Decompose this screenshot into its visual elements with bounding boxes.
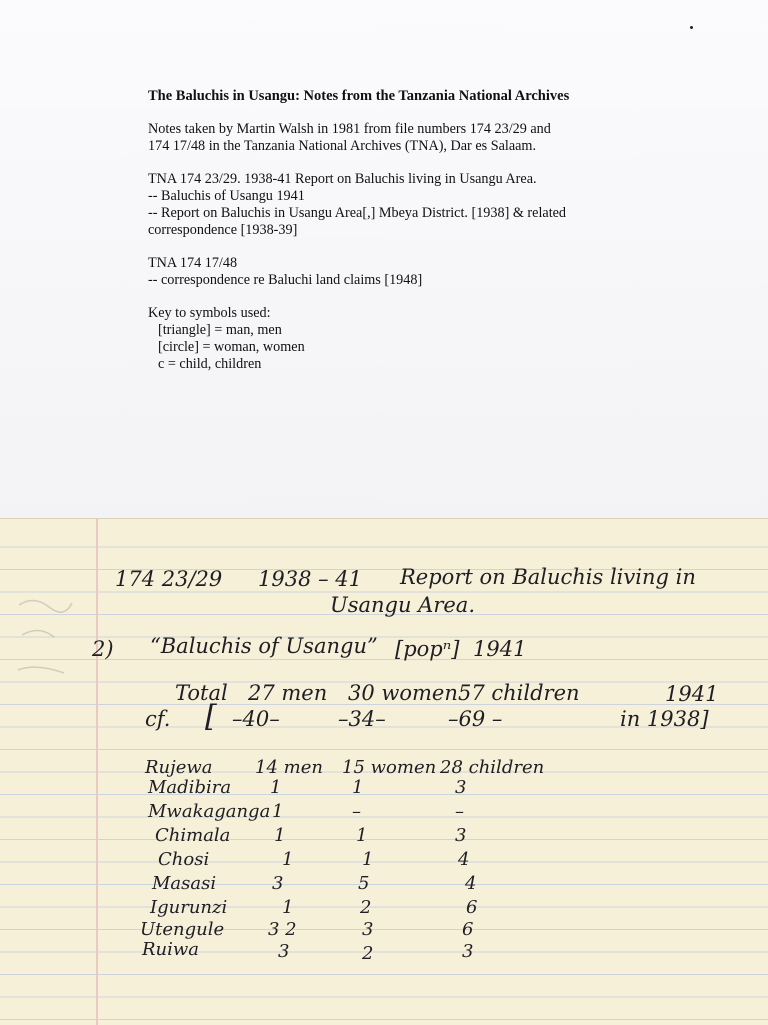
location-children: 3 [462,941,474,962]
location-children: 6 [462,919,474,940]
location-women: 15 women [342,757,437,778]
location-men: 1 [282,849,294,870]
item-number: 2) [92,637,114,661]
location-women: 3 [362,919,374,940]
location-children: 6 [466,897,478,918]
location-men: 3 2 [268,919,297,940]
tna1-line: TNA 174 23/29. 1938-41 Report on Baluchis living in Usangu Area. [148,171,537,187]
key-item: [circle] = woman, women [158,339,305,355]
comparison-men: –40– [232,707,280,731]
location-children: 4 [458,849,470,870]
location-name: Ruiwa [142,939,200,960]
location-women: 1 [362,849,374,870]
location-children: 4 [465,873,477,894]
typed-notes-text [148,88,748,389]
location-women: 1 [356,825,368,846]
tna1-line: -- Report on Baluchis in Usangu Area[,] Mbeya District. [1938] & related [148,205,567,221]
location-women: – [352,801,361,822]
location-name: Utengule [140,919,225,940]
comparison-bracket: [ [205,699,217,734]
key-heading: Key to symbols used: [148,305,271,321]
location-name: Chosi [158,849,210,870]
file-years: 1938 – 41 [258,567,363,591]
location-name: Chimala [155,825,231,846]
key-item: [triangle] = man, men [158,322,282,338]
location-children: – [455,801,464,822]
notebook-margin-line [96,519,98,1025]
tna2-line: TNA 174 17/48 [148,255,238,271]
symbol-key [148,305,748,373]
comparison-year: in 1938] [620,707,709,731]
document-title: The Baluchis in Usangu: Notes from the Tanzania National Archives [148,88,570,104]
location-women: 2 [360,897,372,918]
tna1-line: correspondence [1938-39] [148,222,298,238]
location-men: 1 [282,897,294,918]
location-men: 3 [278,941,290,962]
location-men: 1 [272,801,284,822]
item-year: 1941 [473,637,527,661]
tna-17-48-paragraph [148,255,748,289]
location-children: 3 [455,825,467,846]
tna-23-29-paragraph [148,171,748,239]
location-men: 3 [272,873,284,894]
total-women: 30 women [348,681,458,705]
ink-speck [690,26,693,29]
intro-paragraph [148,121,748,155]
file-number: 174 23/29 [115,567,223,591]
margin-scribble-graphic [14,575,74,695]
location-women: 2 [362,943,374,964]
location-name: Rujewa [145,757,213,778]
location-name: Igurunzi [150,897,228,918]
total-year: 1941 [665,682,719,706]
total-label: Total [175,681,228,705]
total-men: 27 men [248,681,328,705]
report-title-line2: Usangu Area. [330,593,475,617]
total-children: 57 children [458,681,580,705]
location-men: 1 [270,777,282,798]
handwritten-notebook-page [0,518,768,1025]
location-name: Mwakaganga [148,801,271,822]
comparison-women: –34– [338,707,386,731]
location-women: 1 [352,777,364,798]
item-title: “Baluchis of Usangu” [150,634,378,658]
location-men: 1 [274,825,286,846]
intro-line: 174 17/48 in the Tanzania National Archives (TNA), Dar es Salaam. [148,138,536,154]
location-name: Madibira [148,777,232,798]
comparison-children: –69 – [448,707,503,731]
item-population-note: [popⁿ] [395,637,460,661]
key-item: c = child, children [158,356,262,372]
report-title-line1: Report on Baluchis living in [400,565,696,589]
comparison-label: cf. [145,707,171,731]
location-name: Masasi [152,873,217,894]
location-women: 5 [358,873,370,894]
location-men: 14 men [255,757,323,778]
intro-line: Notes taken by Martin Walsh in 1981 from file numbers 174 23/29 and [148,121,551,137]
location-children: 3 [455,777,467,798]
tna1-line: -- Baluchis of Usangu 1941 [148,188,305,204]
location-children: 28 children [440,757,545,778]
tna2-line: -- correspondence re Baluchi land claims [1948] [148,272,423,288]
